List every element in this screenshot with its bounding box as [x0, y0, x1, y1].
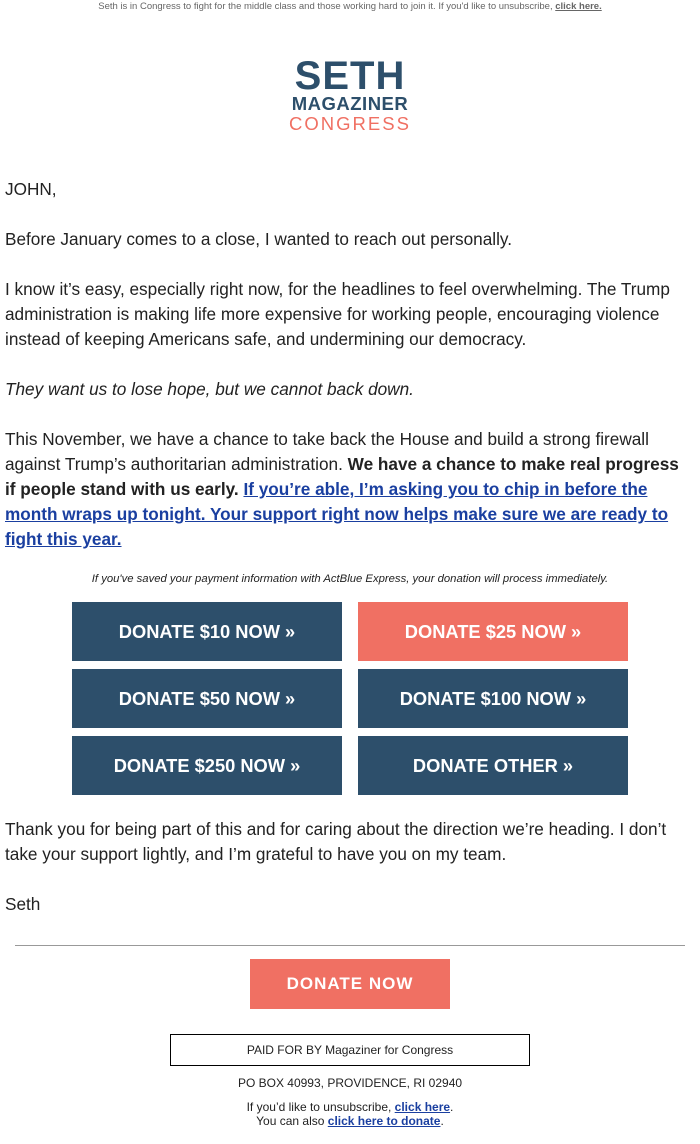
donate-10-button[interactable]: DONATE $10 NOW »	[72, 602, 342, 661]
donate-50-button[interactable]: DONATE $50 NOW »	[72, 669, 342, 728]
body-paragraph-1: Before January comes to a close, I wanted to reach out personally.	[5, 229, 512, 249]
unsubscribe-end: .	[450, 1100, 454, 1114]
greeting: JOHN,	[5, 179, 57, 199]
logo-line-seth: SETH	[294, 54, 406, 98]
paid-for-disclaimer: PAID FOR BY Magaziner for Congress	[170, 1034, 530, 1066]
donate-other-button[interactable]: DONATE OTHER »	[358, 736, 628, 795]
chip-in-link[interactable]: If you’re able, I’m asking you to chip in before the month wraps up tonight. Your support right now helps make sure we are ready to fight this year.	[5, 479, 669, 549]
body-paragraph-4	[5, 427, 689, 552]
preheader-unsubscribe-link[interactable]: click here.	[555, 1, 602, 12]
signature: Seth	[5, 894, 41, 914]
body-paragraph-3	[5, 377, 689, 402]
unsubscribe-link[interactable]: click here	[394, 1100, 451, 1114]
donate-line-end: .	[440, 1114, 444, 1128]
donate-25-button[interactable]: DONATE $25 NOW »	[358, 602, 628, 661]
logo-line-congress: CONGRESS	[289, 113, 411, 134]
footer-divider	[15, 945, 685, 946]
actblue-express-note: If you've saved your payment information with ActBlue Express, your donation will process immediately.	[91, 573, 609, 585]
paragraph-4-bold: We have a chance to make real progress if people stand with us early.	[5, 454, 679, 499]
donate-line-text: You can also	[256, 1114, 328, 1128]
unsubscribe-text: If you’d like to unsubscribe,	[246, 1100, 395, 1114]
body-paragraph-2: I know it’s easy, especially right now, for the headlines to feel overwhelming. The Trump administration is making life more expensive for working people, encouraging violence instead of keeping Americans safe, and undermining our democracy.	[5, 279, 670, 349]
closing-section	[5, 817, 689, 942]
email-body	[5, 177, 689, 577]
donate-100-button[interactable]: DONATE $100 NOW »	[358, 669, 628, 728]
unsubscribe-line	[0, 1100, 700, 1114]
mailing-address: PO BOX 40993, PROVIDENCE, RI 02940	[237, 1076, 463, 1090]
preheader-text: Seth is in Congress to fight for the middle class and those working hard to join it. If you'd like to unsubscribe,	[98, 1, 556, 12]
closing-paragraph: Thank you for being part of this and for caring about the direction we’re heading. I don’t take your support lightly, and I’m grateful to have you on my team.	[5, 819, 667, 864]
paragraph-4-text: This November, we have a chance to take back the House and build a strong firewall against Trump’s authoritarian administration.	[5, 429, 649, 474]
donate-now-button[interactable]: DONATE NOW	[250, 959, 450, 1009]
click-here-to-donate-link[interactable]: click here to donate	[327, 1114, 441, 1128]
italic-statement: They want us to lose hope, but we cannot back down.	[5, 379, 414, 399]
preheader	[0, 1, 700, 13]
campaign-logo	[0, 54, 700, 134]
donate-250-button[interactable]: DONATE $250 NOW »	[72, 736, 342, 795]
logo-line-magaziner: MAGAZINER	[291, 93, 409, 114]
donate-link-line	[0, 1114, 700, 1128]
